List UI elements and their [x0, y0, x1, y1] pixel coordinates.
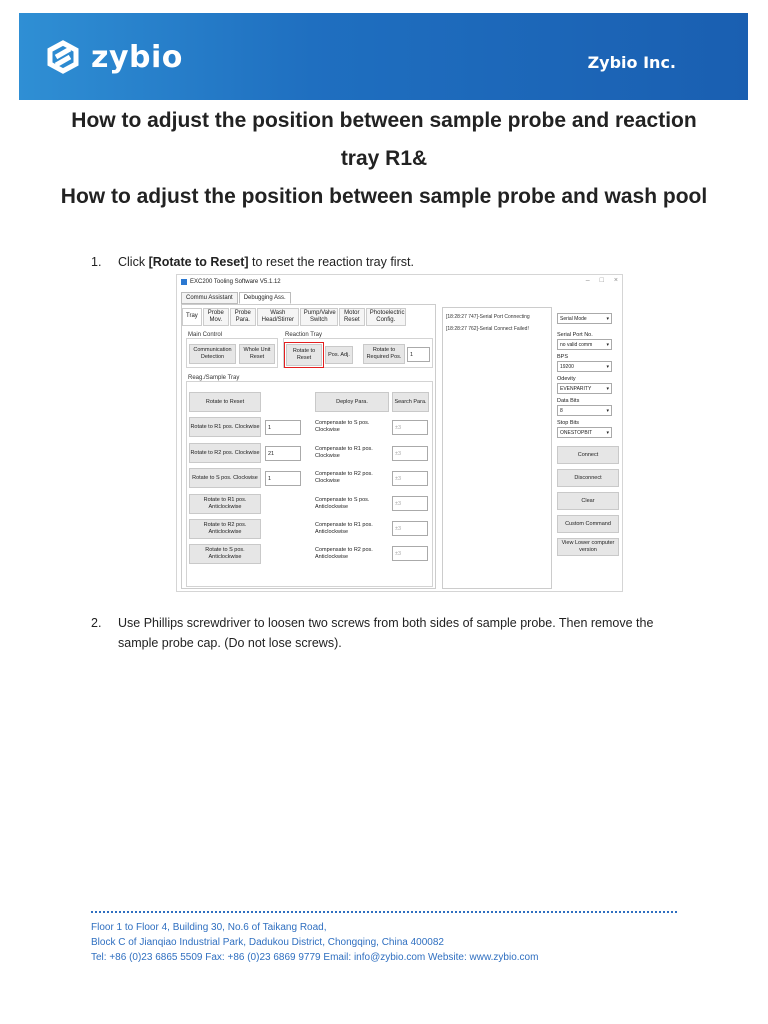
- chevron-down-icon: ▾: [606, 364, 609, 370]
- compensate-r1-anticlockwise-input[interactable]: ±3: [392, 521, 428, 536]
- software-screenshot: [176, 274, 623, 592]
- serial-mode-select[interactable]: [557, 313, 612, 324]
- subtab-pump-valve[interactable]: Pump/Valve Switch: [300, 308, 338, 326]
- reag-sample-tray-label: Reag./Sample Tray: [188, 375, 240, 381]
- rotate-r2-clockwise-input[interactable]: 21: [265, 446, 301, 461]
- serial-port-value: no valid comm: [560, 341, 593, 348]
- log-output: [442, 307, 552, 589]
- chevron-down-icon: ▾: [606, 342, 609, 348]
- rotate-to-reset-highlighted-button[interactable]: Rotate to Reset: [286, 344, 322, 366]
- subtab-probe-para[interactable]: Probe Para.: [230, 308, 256, 326]
- chevron-down-icon: ▾: [606, 386, 609, 392]
- communication-detection-button[interactable]: Communication Detection: [189, 344, 236, 364]
- sub-tabs: [182, 308, 407, 326]
- app-icon: [181, 279, 187, 285]
- chevron-down-icon: ▾: [606, 316, 609, 322]
- footer-address-1: Floor 1 to Floor 4, Building 30, No.6 of Taikang Road,: [91, 922, 327, 933]
- step-1: [91, 252, 671, 272]
- tab-debugging-ass[interactable]: Debugging Ass.: [239, 292, 291, 304]
- footer-contact: Tel: +86 (0)23 6865 5509 Fax: +86 (0)23 6869 9779 Email: info@zybio.com Website: www.zybio.com: [91, 952, 539, 963]
- rotate-r1-anticlockwise-button[interactable]: Rotate to R1 pos. Anticlockwise: [189, 494, 261, 514]
- compensate-s-clockwise-label: Compensate to S pos. Clockwise: [315, 420, 370, 433]
- subtab-probe-mov[interactable]: Probe Mov.: [203, 308, 229, 326]
- compensate-s-clockwise-input[interactable]: ±3: [392, 420, 428, 435]
- main-control-label: Main Control: [188, 332, 223, 338]
- title-1: How to adjust the position between sample probe and reaction tray R1&: [71, 109, 697, 170]
- rotate-to-reset-button[interactable]: Rotate to Reset: [189, 392, 261, 412]
- required-pos-input[interactable]: 1: [407, 347, 430, 362]
- step-1-bold: [Rotate to Reset]: [148, 255, 249, 269]
- rotate-r1-clockwise-button[interactable]: Rotate to R1 pos. Clockwise: [189, 417, 261, 437]
- tab-commu-assistant[interactable]: Commu Assistant: [181, 292, 238, 304]
- step-2: [91, 613, 671, 653]
- bps-value: 19200: [560, 363, 574, 370]
- footer-divider: [91, 911, 677, 913]
- rotate-s-anticlockwise-button[interactable]: Rotate to S pos. Anticlockwise: [189, 544, 261, 564]
- debug-panel: [181, 304, 436, 589]
- close-icon[interactable]: ×: [613, 277, 618, 284]
- data-bits-value: 8: [560, 407, 563, 414]
- compensate-r2-anticlockwise-label: Compensate to R2 pos. Anticlockwise: [315, 547, 373, 560]
- step-2-number: 2.: [91, 616, 102, 630]
- compensate-r2-anticlockwise-input[interactable]: ±3: [392, 546, 428, 561]
- bps-label: BPS: [557, 354, 569, 360]
- rotate-s-clockwise-button[interactable]: Rotate to S pos. Clockwise: [189, 468, 261, 488]
- company-name: Zybio Inc.: [587, 53, 676, 72]
- maximize-icon[interactable]: □: [599, 277, 604, 284]
- odevity-value: EVENPARITY: [560, 385, 592, 392]
- minimize-icon[interactable]: –: [585, 277, 590, 284]
- compensate-s-anticlockwise-label: Compensate to S pos. Anticlockwise: [315, 497, 370, 510]
- zybio-logo-icon: [43, 37, 83, 77]
- compensate-r2-clockwise-label: Compensate to R2 pos. Clockwise: [315, 471, 373, 484]
- rotate-to-required-pos-button[interactable]: Rotate to Required Pos.: [363, 344, 405, 364]
- connect-button[interactable]: Connect: [557, 446, 619, 464]
- whole-unit-reset-button[interactable]: Whole Unit Reset: [239, 344, 275, 364]
- stop-bits-select[interactable]: [557, 427, 612, 438]
- chevron-down-icon: ▾: [606, 408, 609, 414]
- footer-address-2: Block C of Jianqiao Industrial Park, Dadukou District, Chongqing, China 400082: [91, 937, 444, 948]
- serial-settings: [557, 307, 621, 561]
- step-2-text: Use Phillips screwdriver to loosen two screws from both sides of sample probe. Then remove the sample probe cap. (Do not lose screws).: [118, 616, 654, 650]
- rotate-s-clockwise-input[interactable]: 1: [265, 471, 301, 486]
- deploy-para-button[interactable]: Deploy Para.: [315, 392, 389, 412]
- odevity-label: Odevity: [557, 376, 576, 382]
- custom-command-button[interactable]: Custom Command: [557, 515, 619, 533]
- chevron-down-icon: ▾: [606, 430, 609, 436]
- log-line: [18:28:27 747]-Serial Port Connecting: [446, 314, 530, 320]
- header-banner: [19, 13, 748, 100]
- subtab-motor-reset[interactable]: Motor Reset: [339, 308, 365, 326]
- step-1-pre: Click: [118, 255, 149, 269]
- window-title: EXC200 Tooling Software V5.1.12: [190, 278, 281, 285]
- serial-port-select[interactable]: [557, 339, 612, 350]
- compensate-r1-clockwise-label: Compensate to R1 pos. Clockwise: [315, 446, 373, 459]
- log-line: [18:28:27 762]-Serial Connect Failed!: [446, 326, 529, 332]
- serial-mode-value: Serial Mode: [560, 315, 587, 322]
- main-tabs: [181, 292, 292, 304]
- footer: [91, 920, 538, 965]
- subtab-tray[interactable]: Tray: [182, 308, 202, 326]
- compensate-s-anticlockwise-input[interactable]: ±3: [392, 496, 428, 511]
- disconnect-button[interactable]: Disconnect: [557, 469, 619, 487]
- logo-text: zybio: [91, 39, 183, 75]
- rotate-r2-clockwise-button[interactable]: Rotate to R2 pos. Clockwise: [189, 443, 261, 463]
- reaction-tray-label: Reaction Tray: [285, 332, 323, 338]
- step-1-number: 1.: [91, 255, 102, 269]
- window-titlebar: [177, 275, 622, 288]
- step-1-post: to reset the reaction tray first.: [248, 255, 414, 269]
- subtab-photoelectric[interactable]: Photoelectric Config.: [366, 308, 406, 326]
- odevity-select[interactable]: [557, 383, 612, 394]
- data-bits-select[interactable]: [557, 405, 612, 416]
- bps-select[interactable]: [557, 361, 612, 372]
- search-para-button[interactable]: Search Para.: [392, 392, 429, 412]
- compensate-r1-anticlockwise-label: Compensate to R1 pos. Anticlockwise: [315, 522, 373, 535]
- compensate-r1-clockwise-input[interactable]: ±3: [392, 446, 428, 461]
- clear-button[interactable]: Clear: [557, 492, 619, 510]
- compensate-r2-clockwise-input[interactable]: ±3: [392, 471, 428, 486]
- view-lower-version-button[interactable]: View Lower computer version: [557, 538, 619, 556]
- window-controls: [586, 277, 618, 284]
- serial-port-label: Serial Port No.: [557, 332, 593, 338]
- step-1-text: [118, 252, 671, 272]
- rotate-r2-anticlockwise-button[interactable]: Rotate to R2 pos. Anticlockwise: [189, 519, 261, 539]
- zybio-logo[interactable]: [43, 35, 183, 79]
- stop-bits-value: ONESTOPBIT: [560, 429, 593, 436]
- rotate-r1-clockwise-input[interactable]: 1: [265, 420, 301, 435]
- subtab-wash-head[interactable]: Wash Head/Stirrer: [257, 308, 299, 326]
- stop-bits-label: Stop Bits: [557, 420, 580, 426]
- data-bits-label: Data Bits: [557, 398, 580, 404]
- pos-adj-button[interactable]: Pos. Adj.: [325, 346, 353, 364]
- title-2: How to adjust the position between sample probe and wash pool: [60, 185, 708, 208]
